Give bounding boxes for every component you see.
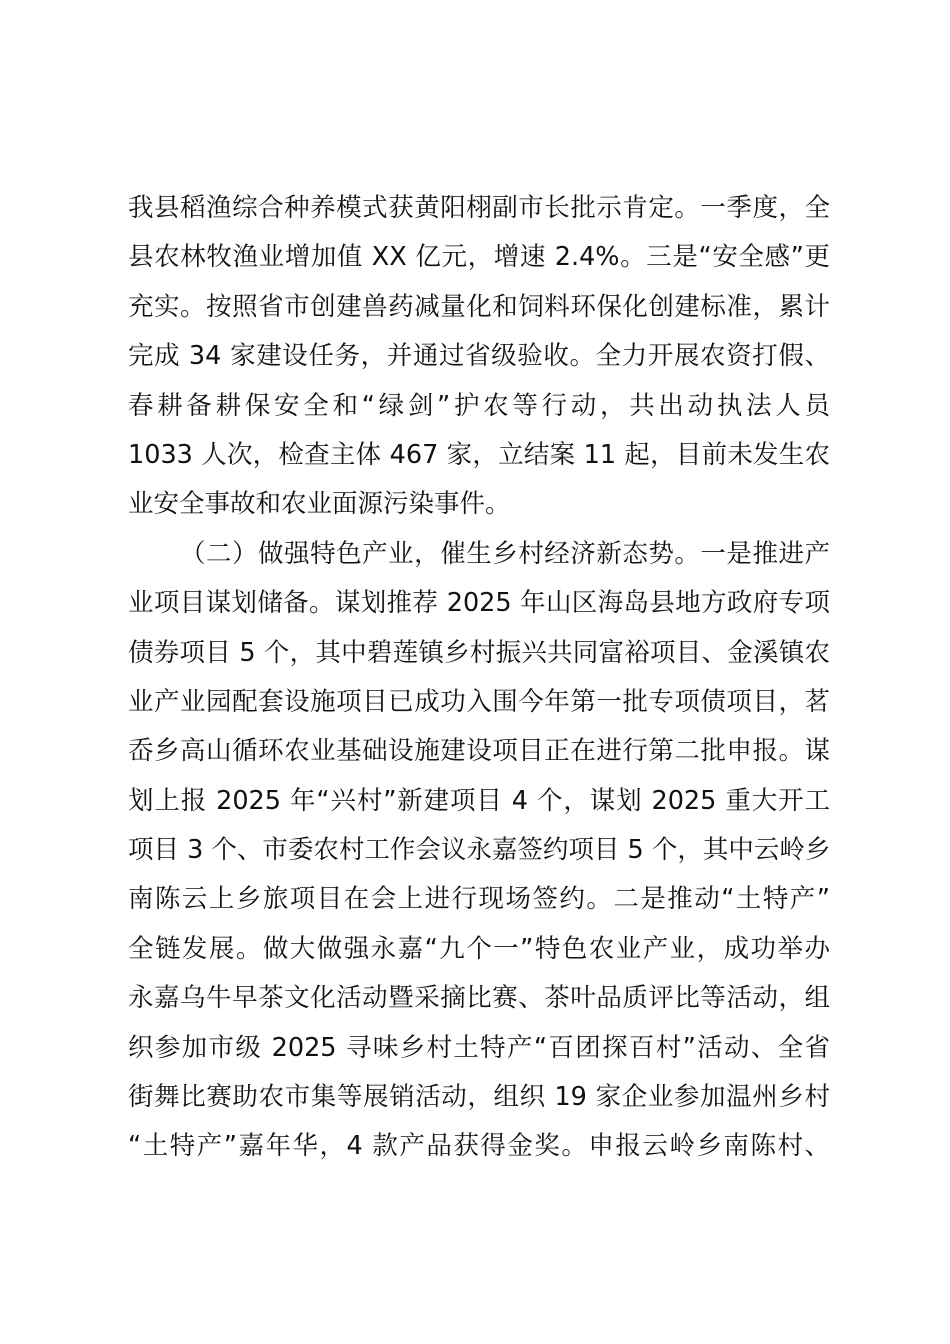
- paragraph-2: [128, 530, 830, 1172]
- section-heading-line: （二）做强特色产业，催生乡村经济新态势。一是推进产: [180, 538, 830, 569]
- text-line: 业安全事故和农业面源污染事件。: [128, 489, 511, 520]
- text-line: 街舞比赛助农市集等展销活动，组织 19 家企业参加温州乡村: [128, 1082, 830, 1113]
- paragraph-1: [128, 184, 830, 530]
- text-line: 南陈云上乡旅项目在会上进行现场签约。二是推动“土特产”: [128, 884, 830, 915]
- text-line: 岙乡高山循环农业基础设施建设项目正在进行第二批申报。谋: [128, 736, 830, 767]
- text-line: 业产业园配套设施项目已成功入围今年第一批专项债项目，茗: [128, 686, 830, 717]
- text-line: 县农林牧渔业增加值 XX 亿元，增速 2.4%。三是“安全感”更: [128, 242, 830, 273]
- text-line: 全链发展。做大做强永嘉“九个一”特色农业产业，成功举办: [128, 933, 830, 964]
- text-line: “土特产”嘉年华，4 款产品获得金奖。申报云岭乡南陈村、: [128, 1131, 830, 1162]
- text-line: 我县稻渔综合种养模式获黄阳栩副市长批示肯定。一季度，全: [128, 193, 830, 223]
- text-line: 织参加市级 2025 寻味乡村土特产“百团探百村”活动、全省: [128, 1032, 830, 1063]
- text-line: 业项目谋划储备。谋划推荐 2025 年山区海岛县地方政府专项: [128, 588, 830, 619]
- text-line: 债券项目 5 个，其中碧莲镇乡村振兴共同富裕项目、金溪镇农: [128, 637, 830, 668]
- text-line: 1033 人次，检查主体 467 家，立结案 11 起，目前未发生农: [128, 439, 830, 470]
- text-line: 项目 3 个、市委农村工作会议永嘉签约项目 5 个，其中云岭乡: [128, 835, 830, 866]
- text-line: 春耕备耕保安全和“绿剑”护农等行动，共出动执法人员: [128, 390, 830, 421]
- text-line: 划上报 2025 年“兴村”新建项目 4 个，谋划 2025 重大开工: [128, 785, 830, 816]
- body-text: [128, 184, 830, 1172]
- text-line: 完成 34 家建设任务，并通过省级验收。全力开展农资打假、: [128, 341, 830, 372]
- text-line: 充实。按照省市创建兽药减量化和饲料环保化创建标准，累计: [128, 291, 830, 322]
- text-line: 永嘉乌牛早茶文化活动暨采摘比赛、茶叶品质评比等活动，组: [128, 983, 830, 1014]
